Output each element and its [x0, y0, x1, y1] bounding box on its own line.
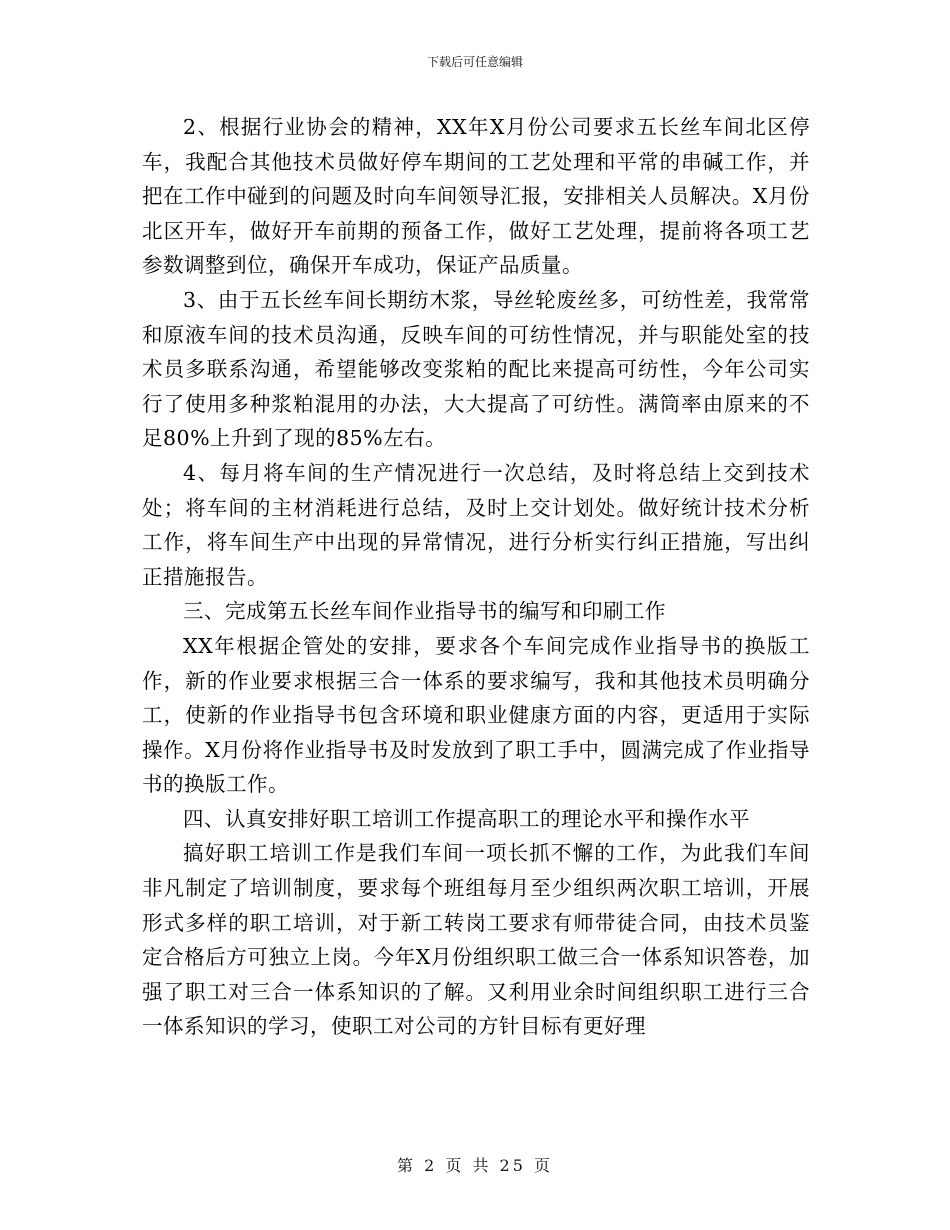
- paragraph-manual-revision: XX年根据企管处的安排，要求各个车间完成作业指导书的换版工作，新的作业要求根据三合一体系的要求编写，我和其他技术员明确分工，使新的作业指导书包含环境和职业健康方面的内容，更适用于实际操作。X月份将作业指导书及时发放到了职工手中，圆满完成了作业指导书的换版工作。: [142, 633, 810, 797]
- paragraph-training: 搞好职工培训工作是我们车间一项长抓不懈的工作，为此我们车间非凡制定了培训制度，要求每个班组每月至少组织两次职工培训，开展形式多样的职工培训，对于新工转岗工要求有师带徒合同，由技术员鉴定合格后方可独立上岗。今年X月份组织职工做三合一体系知识答卷，加强了职工对三合一体系知识的了解。又利用业余时间组织职工进行三合一体系知识的学习，使职工对公司的方针目标有更好理: [142, 841, 810, 1039]
- paragraph-item-4: 4、每月将车间的生产情况进行一次总结，及时将总结上交到技术处；将车间的主材消耗进行总结，及时上交计划处。做好统计技术分析工作，将车间生产中出现的异常情况，进行分析实行纠正措施，写出纠正措施报告。: [142, 460, 810, 589]
- paragraph-item-2: 2、根据行业协会的精神，XX年X月份公司要求五长丝车间北区停车，我配合其他技术员做好停车期间的工艺处理和平常的串碱工作，并把在工作中碰到的问题及时向车间领导汇报，安排相关人员解决。X月份北区开车，做好开车前期的预备工作，做好工艺处理，提前将各项工艺参数调整到位，确保开车成功，保证产品质量。: [142, 115, 810, 278]
- page-header: 下载后可任意编辑: [426, 55, 523, 69]
- page-footer: 第 2 页 共 25 页: [397, 1156, 553, 1175]
- section-heading-4: 四、认真安排好职工培训工作提高职工的理论水平和操作水平: [183, 806, 750, 831]
- section-heading-3: 三、完成第五长丝车间作业指导书的编写和印刷工作: [183, 599, 666, 624]
- document-body: [142, 110, 810, 1044]
- paragraph-item-3: 3、由于五长丝车间长期纺木浆，导丝轮废丝多，可纺性差，我常常和原液车间的技术员沟通，反映车间的可纺性情况，并与职能处室的技术员多联系沟通，希望能够改变浆粕的配比来提高可纺性，今年公司实行了使用多种浆粕混用的办法，大大提高了可纺性。满筒率由原来的不足80%上升到了现的85%左右。: [142, 287, 810, 451]
